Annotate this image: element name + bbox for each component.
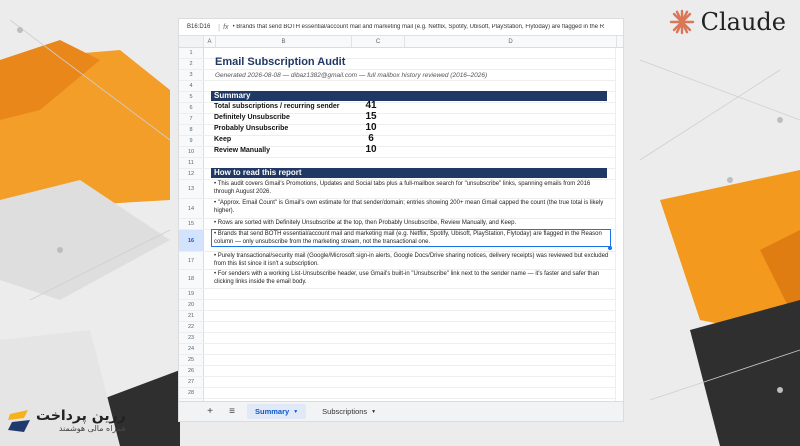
note-transactional[interactable]: • Purely transactional/security mail (Google/Microsoft sign-in alerts, Google Docs/Drive sharing notices, delivery receipts) was reviewed but excluded from this list since it isn't a subscription. bbox=[214, 253, 609, 267]
summary-value-review[interactable]: 10 bbox=[365, 144, 377, 155]
row-number[interactable]: 28 bbox=[179, 388, 204, 398]
tab-subscriptions-label: Subscriptions bbox=[322, 407, 368, 416]
row-number[interactable]: 6 bbox=[179, 103, 204, 113]
note-list-unsubscribe[interactable]: • For senders with a working List-Unsubscribe header, use Gmail's built-in "Unsubscribe" link next to the sender name — it's faster and safer than clicking links inside the email body. bbox=[214, 271, 600, 285]
summary-value-probably[interactable]: 10 bbox=[365, 122, 377, 133]
row-number[interactable]: 11 bbox=[179, 158, 204, 168]
row-number[interactable]: 5 bbox=[179, 92, 204, 102]
row-number[interactable]: 3 bbox=[179, 70, 204, 80]
row-number[interactable]: 27 bbox=[179, 377, 204, 387]
note-email-count[interactable]: • "Approx. Email Count" is Gmail's own estimate for that sender/domain; entries showing 200+ mean Gmail capped the count (the true total is likely higher). bbox=[214, 200, 604, 214]
column-header-d[interactable]: D bbox=[405, 36, 617, 47]
row-number[interactable]: 17 bbox=[179, 252, 204, 269]
summary-label-review[interactable]: Review Manually bbox=[214, 147, 271, 154]
sheet-tab-bar bbox=[179, 401, 624, 421]
all-sheets-menu-icon[interactable]: ≡ bbox=[229, 406, 235, 417]
select-all-corner[interactable] bbox=[179, 36, 204, 47]
row-number[interactable]: 25 bbox=[179, 355, 204, 365]
row-number[interactable]: 1 bbox=[179, 48, 204, 58]
summary-label-keep[interactable]: Keep bbox=[214, 136, 232, 143]
row-number[interactable]: 24 bbox=[179, 344, 204, 354]
row-number[interactable]: 4 bbox=[179, 81, 204, 91]
grid-row bbox=[179, 322, 624, 333]
formula-bar bbox=[179, 19, 623, 36]
fx-icon: fx bbox=[223, 23, 229, 31]
summary-value-keep[interactable]: 6 bbox=[368, 133, 374, 144]
grid-row bbox=[179, 377, 624, 388]
row-number[interactable]: 23 bbox=[179, 333, 204, 343]
spreadsheet-window bbox=[178, 18, 624, 422]
zarinpal-brand bbox=[6, 408, 126, 434]
row-number[interactable]: 20 bbox=[179, 300, 204, 310]
tab-subscriptions[interactable] bbox=[314, 404, 384, 419]
grid-row bbox=[179, 300, 624, 311]
grid-row bbox=[179, 355, 624, 366]
row-number[interactable]: 21 bbox=[179, 311, 204, 321]
brand-name: Claude bbox=[700, 8, 786, 36]
grid-row bbox=[179, 388, 624, 399]
row-number[interactable]: 2 bbox=[179, 59, 204, 69]
row-number[interactable]: 13 bbox=[179, 180, 204, 198]
zarinpal-title: زرین پرداخت bbox=[36, 408, 126, 424]
formula-input[interactable]: • Brands that send BOTH essential/account mail and marketing mail (e.g. Netflix, Spotify, Ubisoft, PlayStation, Flytoday) are flagged in the R bbox=[232, 24, 605, 30]
summary-value-total[interactable]: 41 bbox=[365, 100, 377, 111]
claude-logo-icon bbox=[669, 9, 695, 35]
row-number[interactable]: 7 bbox=[179, 114, 204, 124]
tab-summary-label: Summary bbox=[255, 407, 290, 416]
column-header-a[interactable]: A bbox=[204, 36, 216, 47]
summary-label-definitely[interactable]: Definitely Unsubscribe bbox=[214, 114, 290, 121]
summary-label-total[interactable]: Total subscriptions / recurring sender bbox=[214, 103, 340, 110]
row-number[interactable]: 12 bbox=[179, 169, 204, 179]
grid-row bbox=[179, 344, 624, 355]
report-title[interactable]: Email Subscription Audit bbox=[215, 56, 346, 68]
row-number[interactable]: 10 bbox=[179, 147, 204, 157]
vertical-scrollbar[interactable] bbox=[615, 48, 623, 403]
formula-bar-divider: | bbox=[218, 22, 221, 32]
zarinpal-subtitle: همراه مالی هوشمند bbox=[58, 424, 126, 433]
zarinpal-logo-icon bbox=[6, 408, 32, 434]
summary-label-probably[interactable]: Probably Unsubscribe bbox=[214, 125, 289, 132]
row-number[interactable]: 26 bbox=[179, 366, 204, 376]
grid-row bbox=[179, 136, 624, 147]
row-number[interactable]: 9 bbox=[179, 136, 204, 146]
chevron-down-icon: ▼ bbox=[371, 408, 377, 415]
summary-value-definitely[interactable]: 15 bbox=[365, 111, 377, 122]
row-number[interactable]: 22 bbox=[179, 322, 204, 332]
name-box[interactable]: B16:D16 bbox=[187, 24, 211, 30]
grid-row bbox=[179, 333, 624, 344]
note-brands-selected[interactable]: • Brands that send BOTH essential/account mail and marketing mail (e.g. Netflix, Spotify, Ubisoft, PlayStation, Flytoday) are flagged in the Reason column — only unsubscribe from the marketing stream, not the transactional one. bbox=[212, 230, 610, 246]
tab-summary[interactable] bbox=[247, 404, 306, 419]
add-sheet-icon[interactable]: + bbox=[207, 406, 213, 417]
column-header-b[interactable]: B bbox=[216, 36, 352, 47]
row-number[interactable]: 14 bbox=[179, 199, 204, 218]
note-coverage[interactable]: • This audit covers Gmail's Promotions, Updates and Social tabs plus a full-mailbox search for "unsubscribe" links, spanning emails from 2016 through August 2026. bbox=[214, 181, 591, 195]
row-number[interactable]: 15 bbox=[179, 219, 204, 229]
column-header-c[interactable]: C bbox=[352, 36, 405, 47]
row-number[interactable]: 8 bbox=[179, 125, 204, 135]
note-sorting[interactable]: • Rows are sorted with Definitely Unsubscribe at the top, then Probably Unsubscribe, Review Manually, and Keep. bbox=[214, 220, 517, 226]
chevron-down-icon: ▼ bbox=[293, 408, 299, 415]
grid-row bbox=[179, 366, 624, 377]
report-subtitle[interactable]: Generated 2026-08-08 — dibaz1382@gmail.com — full mailbox history reviewed (2016–2026) bbox=[215, 72, 488, 79]
claude-brand bbox=[669, 8, 786, 36]
selection-handle[interactable] bbox=[608, 246, 612, 250]
column-headers bbox=[179, 36, 624, 48]
grid-row bbox=[179, 311, 624, 322]
row-number[interactable]: 18 bbox=[179, 270, 204, 288]
row-number[interactable]: 19 bbox=[179, 289, 204, 299]
grid-row bbox=[179, 289, 624, 300]
summary-header[interactable]: Summary bbox=[211, 91, 607, 101]
row-number-active[interactable]: 16 bbox=[179, 230, 204, 251]
howto-header[interactable]: How to read this report bbox=[211, 168, 607, 178]
